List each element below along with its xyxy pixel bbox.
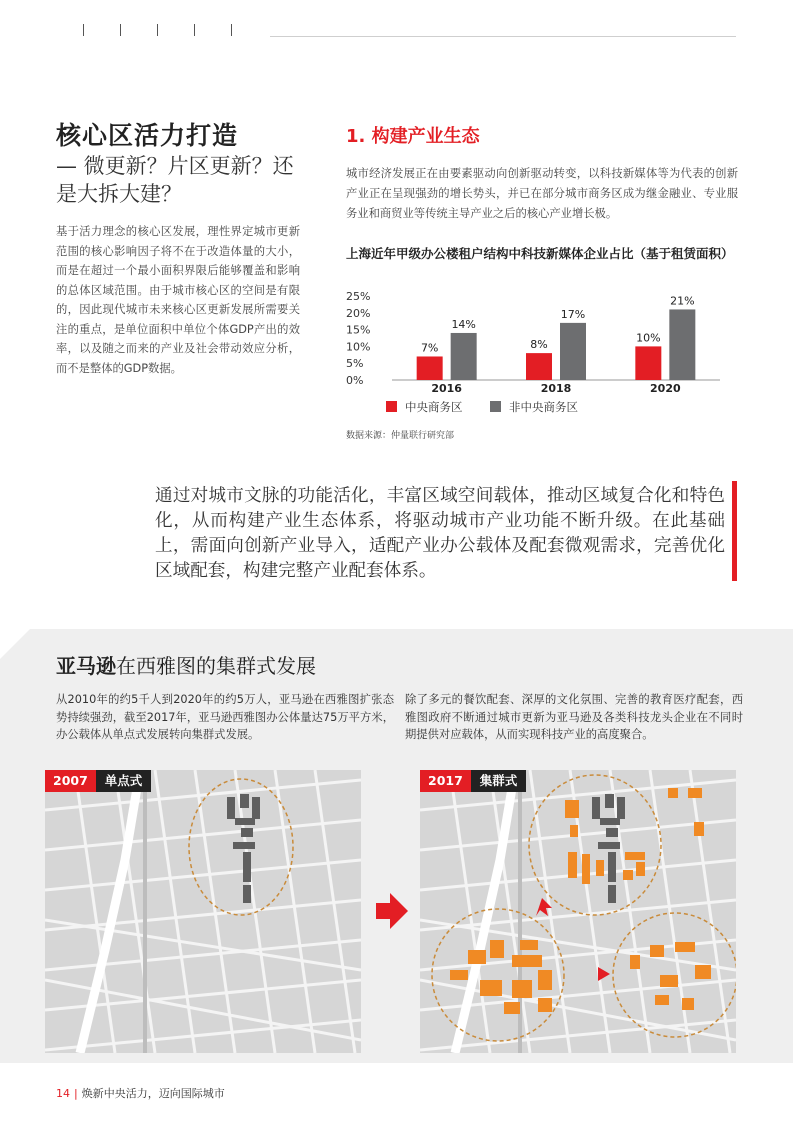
bar-value-label: 17% xyxy=(560,307,586,321)
bar xyxy=(526,353,552,380)
case-text-right: 除了多元的餐饮配套、深厚的文化氛围、完善的教育医疗配套，西雅图政府不断通过城市更新为亚马逊及各类科技龙头企业在不同时期提供对应载体，从而实现科技产业的高度聚合。 xyxy=(405,693,743,741)
panel-corner-notch xyxy=(0,629,30,659)
bar xyxy=(451,333,477,380)
page-number: 14 xyxy=(56,1087,70,1100)
bar xyxy=(560,323,586,380)
arrow-right-icon xyxy=(376,893,408,929)
x-tick-label: 2018 xyxy=(540,382,572,395)
legend-swatch xyxy=(490,401,501,412)
map-label: 集群式 xyxy=(471,770,527,792)
bar xyxy=(635,346,661,380)
y-tick-label: 0% xyxy=(346,374,364,387)
map-label: 单点式 xyxy=(96,770,152,792)
map-year: 2007 xyxy=(45,770,96,792)
legend-swatch xyxy=(386,401,397,412)
bar-value-label: 7% xyxy=(420,341,439,355)
bar-value-label: 8% xyxy=(530,338,548,352)
case-study-title xyxy=(56,650,316,679)
map-2017-graphic xyxy=(420,770,736,1053)
map-tag-2007 xyxy=(45,770,151,792)
header-tick xyxy=(194,24,195,36)
legend-label: 中央商务区 xyxy=(405,400,463,414)
header-tick xyxy=(231,24,232,36)
y-tick-label: 5% xyxy=(346,357,364,371)
header-tick xyxy=(83,24,84,36)
bar-value-label: 10% xyxy=(636,331,661,345)
header-tick xyxy=(120,24,121,36)
bar xyxy=(669,309,695,380)
y-tick-label: 25% xyxy=(346,290,371,303)
bar-value-label: 14% xyxy=(451,317,476,331)
y-tick-label: 20% xyxy=(346,306,371,320)
map-2017 xyxy=(420,770,736,1053)
bar xyxy=(417,356,443,380)
pull-quote: 通过对城市文脉的功能活化，丰富区域空间载体，推动区域复合化和特色化，从而构建产业生态体系，将驱动城市产业功能不断升级。在此基础上，需面向创新产业导入，适配产业办公载体及配套微观需求，完善优化区域配套，构建完整产业配套体系。 xyxy=(155,486,725,581)
chart-source: 数据来源：仲量联行研究部 xyxy=(346,431,455,441)
header-tick xyxy=(157,24,158,36)
y-tick-label: 15% xyxy=(346,323,371,337)
footer-separator: | xyxy=(74,1087,78,1100)
map-2007 xyxy=(45,770,361,1053)
bar-value-label: 21% xyxy=(670,294,695,308)
x-tick-label: 2016 xyxy=(431,382,462,395)
footer xyxy=(56,1085,225,1101)
case-title-rest: 在西雅图的集群式发展 xyxy=(116,654,316,678)
header-rule xyxy=(270,36,736,37)
quote-accent-bar xyxy=(732,481,737,581)
section-paragraph: 城市经济发展正在由要素驱动向创新驱动转变，以科技新媒体等为代表的创新产业正在呈现强劲的增长势头，并已在部分城市商务区成为继金融业、专业服务业和商贸业等传统主导产业之后的核心产业增长极。 xyxy=(346,167,738,220)
page-subtitle: — 微更新？片区更新？还是大拆大建？ xyxy=(56,154,294,206)
bar-chart xyxy=(340,284,740,424)
section-title: 1. 构建产业生态 xyxy=(346,126,480,147)
case-title-bold: 亚马逊 xyxy=(56,654,116,678)
page-title: 核心区活力打造 xyxy=(56,121,239,150)
x-tick-label: 2020 xyxy=(650,382,681,395)
legend-label: 非中央商务区 xyxy=(509,400,578,414)
case-text-left: 从2010年的约5千人到2020年的约5万人，亚马逊在西雅图扩张态势持续强劲，截至2017年，亚马逊西雅图办公体量达75万平方米，办公载体从单点式发展转向集群式发展。 xyxy=(56,693,394,741)
chart-title: 上海近年甲级办公楼租户结构中科技新媒体企业占比（基于租赁面积） xyxy=(346,246,734,261)
footer-title: 焕新中央活力，迈向国际城市 xyxy=(81,1087,225,1100)
map-year: 2017 xyxy=(420,770,471,792)
y-tick-label: 10% xyxy=(346,340,371,354)
map-2007-graphic xyxy=(45,770,361,1053)
intro-paragraph: 基于活力理念的核心区发展，理性界定城市更新范围的核心影响因子将不在于改造体量的大小，而是在超过一个最小面积界限后能够覆盖和影响的总体区域范围。由于城市核心区的空间是有限的，因此现代城市未来核心区更新发展所需要关注的重点，是单位面积中单位个体GDP产出的效率，以及随之而来的产业及社会带动效应分析，而不是整体的GDP数据。 xyxy=(56,225,300,375)
map-tag-2017 xyxy=(420,770,526,792)
